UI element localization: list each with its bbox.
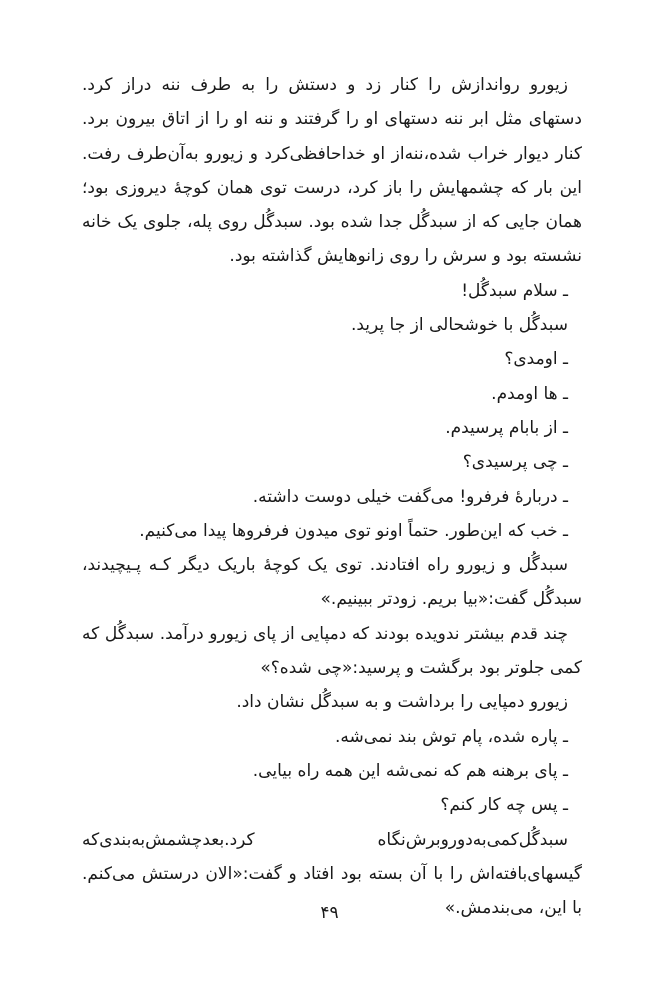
dialogue-line: ـ چی پرسیدی؟ <box>462 452 568 473</box>
story-text <box>82 68 582 925</box>
narration-line: زیورو دمپایی را برداشت و به سبدگُل نشان داد. <box>236 692 568 713</box>
dialogue-line: ـ خب که این‌طور. حتماً اونو توی میدون فرفروها پیدا می‌کنیم. <box>139 520 568 541</box>
page-number: ۴۹ <box>320 903 339 923</box>
narration-line: سبدگُل با خوشحالی از جا پرید. <box>350 315 568 336</box>
dialogue-line: ـ سلام سبدگُل! <box>461 280 568 301</box>
narration-paragraph: سبدگُل و زیورو راه افتادند. توی یک کوچهٔ باریک دیگر کـه پـیچیدند، سبدگُل گفت:«بیا بریم. زودتر ببینیم.» <box>82 555 582 610</box>
dialogue-line: ـ دربارهٔ فرفرو! می‌گفت خیلی دوست داشته. <box>252 486 568 507</box>
dialogue-line: ـ پای برهنه هم که نمی‌شه این همه راه بیایی. <box>252 760 568 781</box>
narration-paragraph: چند قدم بیشتر ندویده بودند که دمپایی از پای زیورو درآمد. سبدگُل که کمی جلوتر بود برگشت و پرسید:«چی شده؟» <box>82 623 582 679</box>
paragraph-opening: زیورو رواندازش را کنار زد و دستش را به طرف ننه دراز کرد. دستهای مثل ابر ننه دستهای او را گرفتند و ننه او را از اتاق بیرون برد. کنار دیوار خراب شده،ننه‌از او خداحافظی‌کرد و زیورو به‌آن‌طرف رفت. این بار که چشمهایش را باز کرد، درست توی همان کوچهٔ دیروزی بود؛ همان جایی که از سبدگُل جدا شده بود. سبدگُل روی پله، جلوی یک خانه نشسته بود و سرش را روی زانوهایش گذاشته بود. <box>82 75 582 267</box>
narration-paragraph: سبدگُل‌کمی‌به‌دوروبرش‌نگاه کرد.بعدچشمش‌به‌بندی‌که گیسهای‌بافته‌اش را با آن بسته بود افتاد و گفت:«الان درستش می‌کنم. با این، می‌بندمش.» <box>82 829 582 919</box>
dialogue-line: ـ از بابام پرسیدم. <box>445 417 568 438</box>
dialogue-line: ـ ها اومدم. <box>491 383 568 404</box>
dialogue-line: ـ اومدی؟ <box>504 349 568 370</box>
dialogue-line: ـ پاره شده، پام توش بند نمی‌شه. <box>335 726 568 747</box>
dialogue-line: ـ پس چه کار کنم؟ <box>440 795 568 816</box>
